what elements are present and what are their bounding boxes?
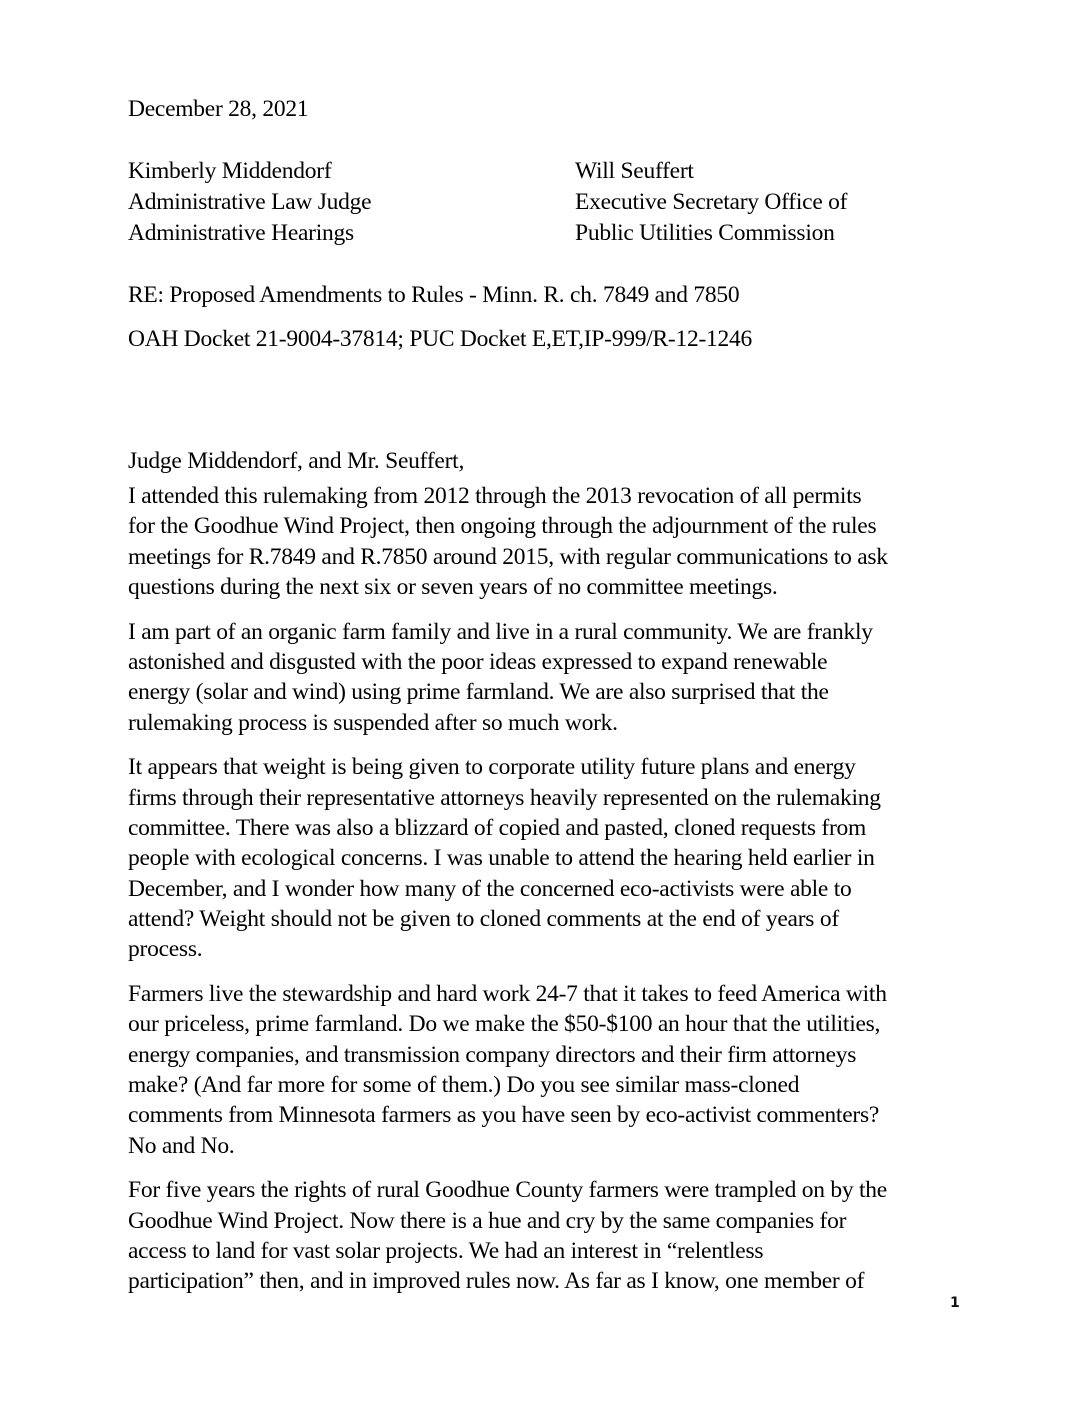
recipient-block-left bbox=[128, 156, 558, 249]
recipient-name: Will Seuffert bbox=[575, 158, 694, 184]
paragraph-line: comments from Minnesota farmers as you have seen by eco-activist commenters? bbox=[128, 1102, 880, 1129]
page-number: 1 bbox=[950, 1295, 960, 1311]
paragraph-line: Farmers live the stewardship and hard work 24-7 that it takes to feed America with bbox=[128, 980, 887, 1007]
paragraph-line: questions during the next six or seven years of no committee meetings. bbox=[128, 574, 778, 601]
paragraph-line: access to land for vast solar projects. We had an interest in “relentless bbox=[128, 1237, 764, 1264]
recipient-block-right bbox=[575, 156, 1055, 249]
recipient-name: Kimberly Middendorf bbox=[128, 158, 332, 184]
paragraph bbox=[128, 752, 1028, 965]
paragraph-line: For five years the rights of rural Goodhue County farmers were trampled on by the bbox=[128, 1177, 887, 1204]
subject-line: RE: Proposed Amendments to Rules - Minn. R. ch. 7849 and 7850 bbox=[128, 282, 740, 308]
paragraph bbox=[128, 481, 1028, 603]
paragraph bbox=[128, 1175, 1028, 1297]
salutation: Judge Middendorf, and Mr. Seuffert, bbox=[128, 448, 465, 474]
paragraph-line: firms through their representative attorneys heavily represented on the rulemaking bbox=[128, 784, 881, 811]
paragraph-line: people with ecological concerns. I was unable to attend the hearing held earlier in bbox=[128, 845, 875, 872]
paragraph-line: I attended this rulemaking from 2012 through the 2013 revocation of all permits bbox=[128, 483, 862, 509]
paragraph-line: meetings for R.7849 and R.7850 around 2015, with regular communications to ask bbox=[128, 543, 888, 570]
paragraph-line: No and No. bbox=[128, 1132, 235, 1159]
docket-line: OAH Docket 21-9004-37814; PUC Docket E,ET,IP-999/R-12-1246 bbox=[128, 326, 753, 352]
letter-body bbox=[128, 481, 1028, 1311]
paragraph-line: energy companies, and transmission company directors and their firm attorneys bbox=[128, 1041, 857, 1068]
letter-date: December 28, 2021 bbox=[128, 96, 309, 122]
paragraph-line: make? (And far more for some of them.) Do you see similar mass-cloned bbox=[128, 1072, 800, 1099]
paragraph-line: our priceless, prime farmland. Do we make the $50-$100 an hour that the utilities, bbox=[128, 1011, 881, 1038]
paragraph-line: participation” then, and in improved rules now. As far as I know, one member of bbox=[128, 1268, 865, 1295]
recipient-title: Executive Secretary Office of bbox=[575, 189, 848, 215]
paragraph-line: process. bbox=[128, 936, 203, 963]
paragraph-line: attend? Weight should not be given to cloned comments at the end of years of bbox=[128, 906, 839, 933]
paragraph-line: I am part of an organic farm family and live in a rural community. We are frankly bbox=[128, 618, 873, 645]
paragraph-line: It appears that weight is being given to corporate utility future plans and energy bbox=[128, 754, 856, 781]
paragraph-line: energy (solar and wind) using prime farmland. We are also surprised that the bbox=[128, 679, 829, 706]
paragraph-line: astonished and disgusted with the poor ideas expressed to expand renewable bbox=[128, 648, 828, 675]
recipient-office: Administrative Hearings bbox=[128, 220, 354, 246]
paragraph-line: December, and I wonder how many of the concerned eco-activists were able to bbox=[128, 875, 852, 902]
paragraph bbox=[128, 979, 1028, 1161]
paragraph-line: for the Goodhue Wind Project, then ongoing through the adjournment of the rules bbox=[128, 513, 877, 540]
paragraph-line: rulemaking process is suspended after so much work. bbox=[128, 709, 618, 736]
paragraph-line: committee. There was also a blizzard of copied and pasted, cloned requests from bbox=[128, 814, 867, 841]
recipient-office: Public Utilities Commission bbox=[575, 220, 835, 246]
recipient-title: Administrative Law Judge bbox=[128, 189, 372, 215]
paragraph bbox=[128, 617, 1028, 739]
paragraph-line: Goodhue Wind Project. Now there is a hue and cry by the same companies for bbox=[128, 1207, 847, 1234]
